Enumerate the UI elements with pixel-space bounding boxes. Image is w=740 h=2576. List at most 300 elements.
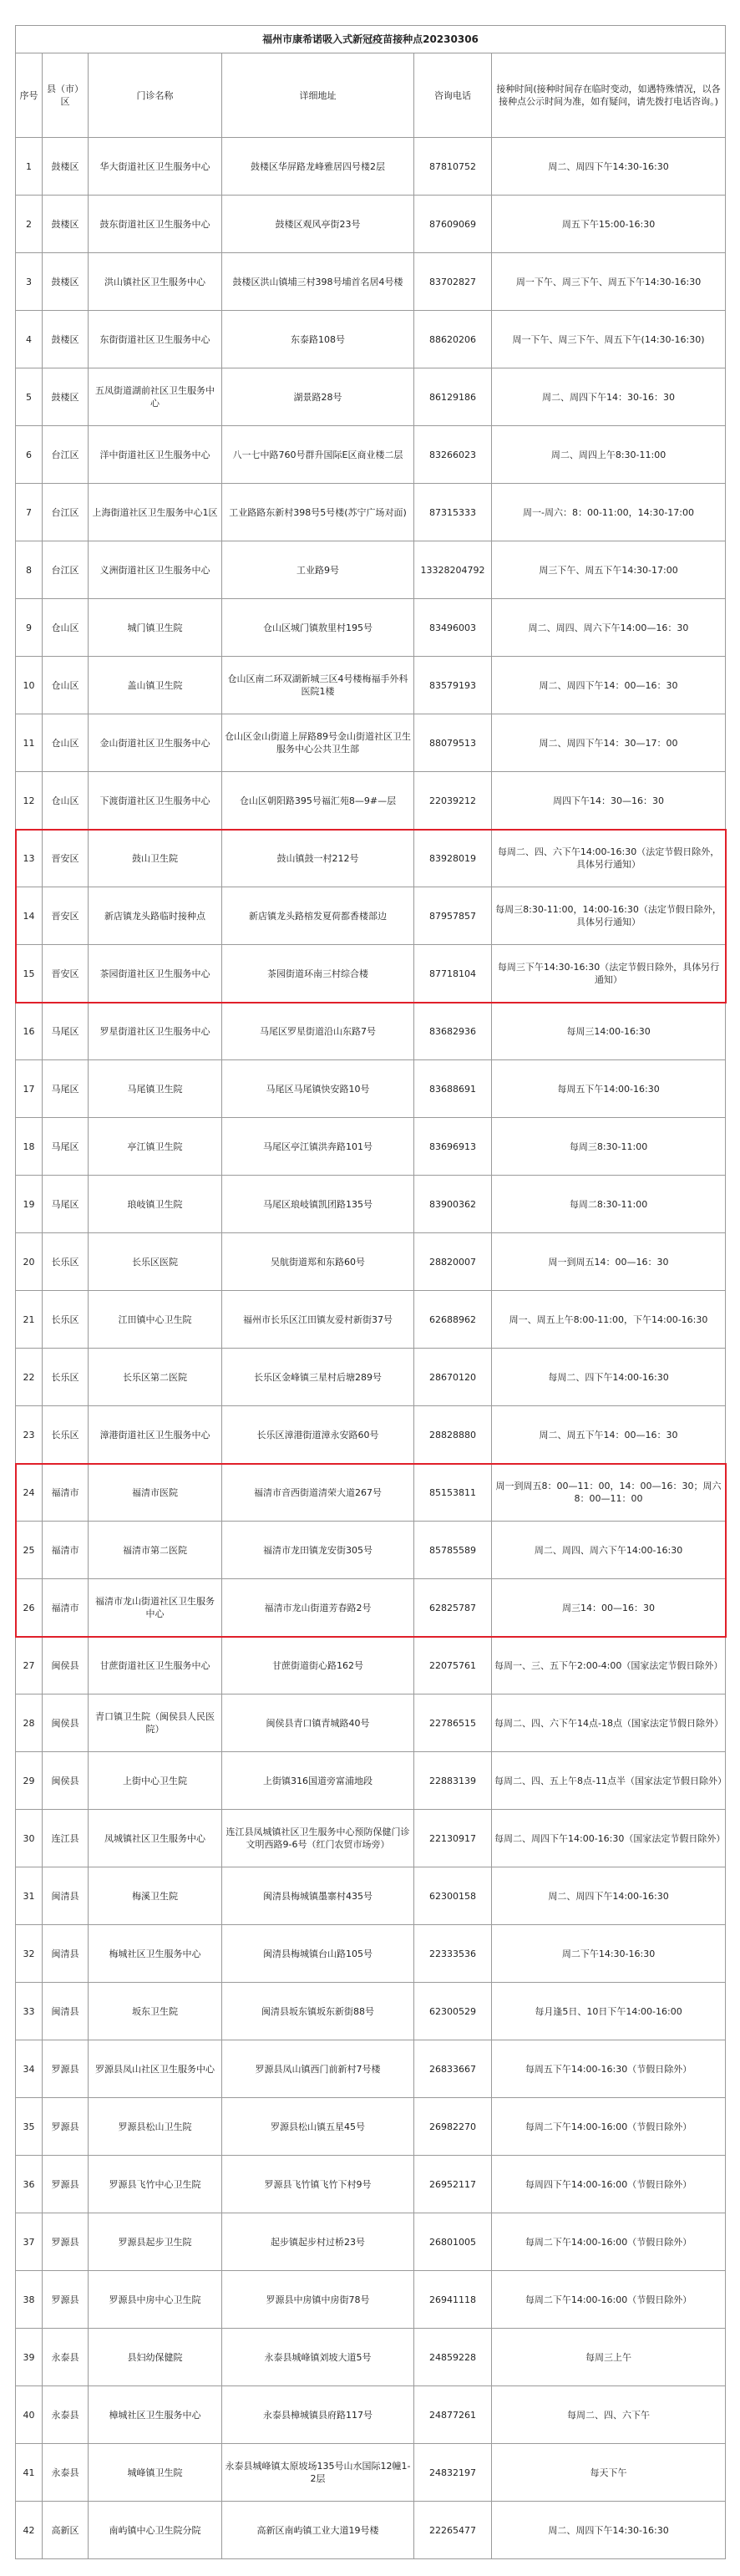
cell-seq: 34 bbox=[16, 2040, 43, 2098]
cell-clinic: 下渡街道社区卫生服务中心 bbox=[89, 772, 222, 830]
cell-time: 周一、周五上午8:00-11:00，下午14:00-16:30 bbox=[492, 1291, 726, 1349]
cell-clinic: 罗源县凤山社区卫生服务中心 bbox=[89, 2040, 222, 2098]
cell-clinic: 五凤街道湖前社区卫生服务中心 bbox=[89, 368, 222, 426]
cell-seq: 12 bbox=[16, 772, 43, 830]
table-row bbox=[16, 1925, 726, 1983]
cell-seq: 27 bbox=[16, 1637, 43, 1694]
cell-county: 永泰县 bbox=[43, 2386, 89, 2444]
table-row bbox=[16, 1579, 726, 1637]
cell-clinic: 洪山镇社区卫生服务中心 bbox=[89, 253, 222, 311]
table-title: 福州市康希诺吸入式新冠疫苗接种点20230306 bbox=[16, 26, 726, 53]
cell-county: 晋安区 bbox=[43, 887, 89, 945]
cell-address: 福州市长乐区江田镇友爱村新街37号 bbox=[222, 1291, 414, 1349]
cell-address: 长乐区金峰镇三星村后塘289号 bbox=[222, 1349, 414, 1406]
table-row bbox=[16, 657, 726, 714]
cell-address: 鼓楼区华屏路龙峰雅居四号楼2层 bbox=[222, 138, 414, 196]
cell-time: 周一到周五14：00—16：30 bbox=[492, 1233, 726, 1291]
cell-address: 闽清县坂东镇坂东新街88号 bbox=[222, 1983, 414, 2040]
table-row bbox=[16, 1406, 726, 1464]
cell-address: 高新区南屿镇工业大道19号楼 bbox=[222, 2502, 414, 2559]
cell-county: 晋安区 bbox=[43, 830, 89, 887]
cell-time: 周二、周四下午14：30-16：30 bbox=[492, 368, 726, 426]
cell-seq: 19 bbox=[16, 1176, 43, 1233]
cell-clinic: 梅城社区卫生服务中心 bbox=[89, 1925, 222, 1983]
cell-county: 罗源县 bbox=[43, 2040, 89, 2098]
header-clinic: 门诊名称 bbox=[89, 53, 222, 138]
cell-time: 周二、周四上午8:30-11:00 bbox=[492, 426, 726, 484]
cell-phone: 24877261 bbox=[414, 2386, 492, 2444]
cell-seq: 10 bbox=[16, 657, 43, 714]
cell-county: 罗源县 bbox=[43, 2271, 89, 2329]
cell-address: 罗源县中房镇中房街78号 bbox=[222, 2271, 414, 2329]
cell-phone: 13328204792 bbox=[414, 541, 492, 599]
cell-time: 每周五下午14:00-16:30（节假日除外） bbox=[492, 2040, 726, 2098]
cell-address: 新店镇龙头路榕发夏荷都香楼部边 bbox=[222, 887, 414, 945]
cell-seq: 9 bbox=[16, 599, 43, 657]
cell-time: 每月逢5日、10日下午14:00-16:00 bbox=[492, 1983, 726, 2040]
cell-county: 仓山区 bbox=[43, 714, 89, 772]
cell-address: 仓山区城门镇敖里村195号 bbox=[222, 599, 414, 657]
cell-clinic: 茶园街道社区卫生服务中心 bbox=[89, 945, 222, 1003]
table-row bbox=[16, 1464, 726, 1522]
cell-address: 永泰县城峰镇刘坡大道5号 bbox=[222, 2329, 414, 2386]
cell-county: 长乐区 bbox=[43, 1349, 89, 1406]
cell-clinic: 上街中心卫生院 bbox=[89, 1752, 222, 1810]
cell-seq: 37 bbox=[16, 2213, 43, 2271]
table-row bbox=[16, 1522, 726, 1579]
table-row bbox=[16, 2098, 726, 2156]
cell-county: 台江区 bbox=[43, 484, 89, 541]
cell-phone: 24859228 bbox=[414, 2329, 492, 2386]
cell-phone: 88079513 bbox=[414, 714, 492, 772]
cell-seq: 18 bbox=[16, 1118, 43, 1176]
cell-address: 马尾区亭江镇洪奔路101号 bbox=[222, 1118, 414, 1176]
cell-phone: 62825787 bbox=[414, 1579, 492, 1637]
cell-clinic: 樟城社区卫生服务中心 bbox=[89, 2386, 222, 2444]
cell-county: 鼓楼区 bbox=[43, 311, 89, 368]
cell-address: 连江县凤城镇社区卫生服务中心预防保健门诊文明西路9-6号（红门农贸市场旁） bbox=[222, 1810, 414, 1867]
cell-address: 永泰县城峰镇太原坡场135号山水国际12幢1-2层 bbox=[222, 2444, 414, 2502]
cell-phone: 87315333 bbox=[414, 484, 492, 541]
cell-address: 马尾区罗星街道沿山东路7号 bbox=[222, 1003, 414, 1060]
cell-phone: 28820007 bbox=[414, 1233, 492, 1291]
cell-time: 周二、周四下午14:30-16:30 bbox=[492, 138, 726, 196]
table-row bbox=[16, 311, 726, 368]
cell-time: 每天下午 bbox=[492, 2444, 726, 2502]
cell-clinic: 盖山镇卫生院 bbox=[89, 657, 222, 714]
vaccination-sites-sheet bbox=[15, 25, 725, 2559]
cell-time: 每周四下午14:00-16:00（节假日除外） bbox=[492, 2156, 726, 2213]
cell-time: 周二、周四、周六下午14:00—16：30 bbox=[492, 599, 726, 657]
cell-address: 工业路路东新村398号5号楼(苏宁广场对面) bbox=[222, 484, 414, 541]
cell-time: 每周三上午 bbox=[492, 2329, 726, 2386]
cell-clinic: 福清市第二医院 bbox=[89, 1522, 222, 1579]
cell-seq: 42 bbox=[16, 2502, 43, 2559]
cell-clinic: 城峰镇卫生院 bbox=[89, 2444, 222, 2502]
table-row bbox=[16, 1752, 726, 1810]
cell-seq: 30 bbox=[16, 1810, 43, 1867]
header-county: 县（市）区 bbox=[43, 53, 89, 138]
cell-phone: 22075761 bbox=[414, 1637, 492, 1694]
cell-phone: 83266023 bbox=[414, 426, 492, 484]
cell-county: 鼓楼区 bbox=[43, 196, 89, 253]
cell-phone: 83928019 bbox=[414, 830, 492, 887]
cell-clinic: 甘蔗街道社区卫生服务中心 bbox=[89, 1637, 222, 1694]
cell-time: 每周二8:30-11:00 bbox=[492, 1176, 726, 1233]
cell-county: 马尾区 bbox=[43, 1176, 89, 1233]
cell-clinic: 琅岐镇卫生院 bbox=[89, 1176, 222, 1233]
cell-address: 仓山区南二环双湖新城三区4号楼梅福手外科医院1楼 bbox=[222, 657, 414, 714]
table-row bbox=[16, 772, 726, 830]
table-row bbox=[16, 1810, 726, 1867]
cell-time: 每周二下午14:00-16:00（节假日除外） bbox=[492, 2098, 726, 2156]
cell-time: 周二、周四下午14:30-16:30 bbox=[492, 2502, 726, 2559]
table-row bbox=[16, 887, 726, 945]
cell-county: 马尾区 bbox=[43, 1003, 89, 1060]
cell-time: 周二、周四下午14：30—17：00 bbox=[492, 714, 726, 772]
cell-clinic: 马尾镇卫生院 bbox=[89, 1060, 222, 1118]
cell-phone: 22130917 bbox=[414, 1810, 492, 1867]
table-row bbox=[16, 484, 726, 541]
cell-time: 每周二、四、六下午 bbox=[492, 2386, 726, 2444]
cell-county: 闽清县 bbox=[43, 1983, 89, 2040]
cell-phone: 26833667 bbox=[414, 2040, 492, 2098]
cell-seq: 38 bbox=[16, 2271, 43, 2329]
cell-county: 台江区 bbox=[43, 426, 89, 484]
cell-seq: 3 bbox=[16, 253, 43, 311]
cell-clinic: 福清市医院 bbox=[89, 1464, 222, 1522]
cell-phone: 88620206 bbox=[414, 311, 492, 368]
cell-phone: 28670120 bbox=[414, 1349, 492, 1406]
cell-clinic: 凤城镇社区卫生服务中心 bbox=[89, 1810, 222, 1867]
cell-clinic: 洋中街道社区卫生服务中心 bbox=[89, 426, 222, 484]
cell-phone: 85785589 bbox=[414, 1522, 492, 1579]
cell-phone: 26982270 bbox=[414, 2098, 492, 2156]
table-row bbox=[16, 2386, 726, 2444]
cell-seq: 6 bbox=[16, 426, 43, 484]
cell-clinic: 青口镇卫生院（闽侯县人民医院） bbox=[89, 1694, 222, 1752]
table-row bbox=[16, 196, 726, 253]
table-row bbox=[16, 1118, 726, 1176]
cell-address: 鼓山镇鼓一村212号 bbox=[222, 830, 414, 887]
cell-seq: 17 bbox=[16, 1060, 43, 1118]
cell-county: 永泰县 bbox=[43, 2329, 89, 2386]
table-row bbox=[16, 138, 726, 196]
cell-seq: 14 bbox=[16, 887, 43, 945]
cell-clinic: 鼓东街道社区卫生服务中心 bbox=[89, 196, 222, 253]
cell-phone: 83900362 bbox=[414, 1176, 492, 1233]
table-row bbox=[16, 426, 726, 484]
cell-clinic: 福清市龙山街道社区卫生服务中心 bbox=[89, 1579, 222, 1637]
cell-clinic: 东街街道社区卫生服务中心 bbox=[89, 311, 222, 368]
table-row bbox=[16, 599, 726, 657]
cell-county: 永泰县 bbox=[43, 2444, 89, 2502]
cell-phone: 22883139 bbox=[414, 1752, 492, 1810]
cell-time: 周三14：00—16：30 bbox=[492, 1579, 726, 1637]
cell-seq: 32 bbox=[16, 1925, 43, 1983]
cell-county: 闽清县 bbox=[43, 1867, 89, 1925]
table-row bbox=[16, 253, 726, 311]
cell-phone: 62300529 bbox=[414, 1983, 492, 2040]
cell-time: 周一-周六：8：00-11:00，14:30-17:00 bbox=[492, 484, 726, 541]
table-row bbox=[16, 2444, 726, 2502]
cell-phone: 85153811 bbox=[414, 1464, 492, 1522]
cell-address: 鼓楼区洪山镇埔三村398号埔首名居4号楼 bbox=[222, 253, 414, 311]
cell-time: 周三下午、周五下午14:30-17:00 bbox=[492, 541, 726, 599]
cell-phone: 62688962 bbox=[414, 1291, 492, 1349]
cell-clinic: 罗源县中房中心卫生院 bbox=[89, 2271, 222, 2329]
cell-seq: 39 bbox=[16, 2329, 43, 2386]
cell-county: 马尾区 bbox=[43, 1060, 89, 1118]
cell-county: 鼓楼区 bbox=[43, 253, 89, 311]
cell-time: 周一下午、周三下午、周五下午14:30-16:30 bbox=[492, 253, 726, 311]
cell-clinic: 罗星街道社区卫生服务中心 bbox=[89, 1003, 222, 1060]
cell-time: 每周二下午14:00-16:00（节假日除外） bbox=[492, 2213, 726, 2271]
cell-county: 福清市 bbox=[43, 1522, 89, 1579]
cell-county: 台江区 bbox=[43, 541, 89, 599]
table-row bbox=[16, 1233, 726, 1291]
cell-time: 周五下午15:00-16:30 bbox=[492, 196, 726, 253]
cell-time: 周二、周四下午14：00—16：30 bbox=[492, 657, 726, 714]
cell-address: 鼓楼区观风亭街23号 bbox=[222, 196, 414, 253]
cell-seq: 11 bbox=[16, 714, 43, 772]
cell-county: 罗源县 bbox=[43, 2156, 89, 2213]
cell-address: 仓山区金山街道上屏路89号金山街道社区卫生服务中心公共卫生部 bbox=[222, 714, 414, 772]
cell-clinic: 罗源县松山卫生院 bbox=[89, 2098, 222, 2156]
header-address: 详细地址 bbox=[222, 53, 414, 138]
cell-clinic: 亭江镇卫生院 bbox=[89, 1118, 222, 1176]
cell-phone: 83702827 bbox=[414, 253, 492, 311]
cell-county: 仓山区 bbox=[43, 599, 89, 657]
cell-clinic: 江田镇中心卫生院 bbox=[89, 1291, 222, 1349]
cell-time: 周二、周四、周六下午14:00-16:30 bbox=[492, 1522, 726, 1579]
cell-address: 福清市音西街道清荣大道267号 bbox=[222, 1464, 414, 1522]
cell-seq: 5 bbox=[16, 368, 43, 426]
table-row bbox=[16, 2329, 726, 2386]
table-row bbox=[16, 1176, 726, 1233]
cell-time: 周一到周五8：00—11：00，14：00—16：30；周六8：00—11：00 bbox=[492, 1464, 726, 1522]
cell-phone: 83688691 bbox=[414, 1060, 492, 1118]
cell-address: 甘蔗街道街心路162号 bbox=[222, 1637, 414, 1694]
table-row bbox=[16, 1349, 726, 1406]
cell-clinic: 坂东卫生院 bbox=[89, 1983, 222, 2040]
table-row bbox=[16, 1003, 726, 1060]
table-row bbox=[16, 714, 726, 772]
cell-seq: 4 bbox=[16, 311, 43, 368]
cell-county: 罗源县 bbox=[43, 2213, 89, 2271]
cell-time: 每周二、四下午14:00-16:30 bbox=[492, 1349, 726, 1406]
cell-seq: 41 bbox=[16, 2444, 43, 2502]
cell-address: 闽侯县青口镇青城路40号 bbox=[222, 1694, 414, 1752]
cell-clinic: 罗源县起步卫生院 bbox=[89, 2213, 222, 2271]
cell-seq: 40 bbox=[16, 2386, 43, 2444]
cell-seq: 33 bbox=[16, 1983, 43, 2040]
cell-seq: 26 bbox=[16, 1579, 43, 1637]
cell-time: 每周三下午14:30-16:30（法定节假日除外，具体另行通知） bbox=[492, 945, 726, 1003]
cell-county: 仓山区 bbox=[43, 657, 89, 714]
cell-address: 马尾区琅岐镇凯团路135号 bbox=[222, 1176, 414, 1233]
cell-seq: 35 bbox=[16, 2098, 43, 2156]
cell-address: 工业路9号 bbox=[222, 541, 414, 599]
cell-address: 福清市龙田镇龙安街305号 bbox=[222, 1522, 414, 1579]
cell-clinic: 城门镇卫生院 bbox=[89, 599, 222, 657]
table-row bbox=[16, 368, 726, 426]
cell-phone: 87718104 bbox=[414, 945, 492, 1003]
table-row bbox=[16, 2213, 726, 2271]
cell-seq: 1 bbox=[16, 138, 43, 196]
table-row bbox=[16, 1637, 726, 1694]
cell-county: 鼓楼区 bbox=[43, 138, 89, 196]
cell-phone: 87609069 bbox=[414, 196, 492, 253]
cell-time: 每周二、四、六下午14:00-16:30（法定节假日除外，具体另行通知） bbox=[492, 830, 726, 887]
cell-time: 周四下午14：30—16：30 bbox=[492, 772, 726, 830]
cell-phone: 24832197 bbox=[414, 2444, 492, 2502]
cell-time: 每周三14:00-16:30 bbox=[492, 1003, 726, 1060]
cell-address: 湖景路28号 bbox=[222, 368, 414, 426]
cell-address: 永泰县樟城镇县府路117号 bbox=[222, 2386, 414, 2444]
cell-clinic: 金山街道社区卫生服务中心 bbox=[89, 714, 222, 772]
cell-time: 每周五下午14:00-16:30 bbox=[492, 1060, 726, 1118]
cell-phone: 22786515 bbox=[414, 1694, 492, 1752]
cell-clinic: 华大街道社区卫生服务中心 bbox=[89, 138, 222, 196]
cell-county: 长乐区 bbox=[43, 1291, 89, 1349]
cell-address: 起步镇起步村过桥23号 bbox=[222, 2213, 414, 2271]
cell-phone: 86129186 bbox=[414, 368, 492, 426]
cell-time: 每周二、四、五上午8点-11点半（国家法定节假日除外） bbox=[492, 1752, 726, 1810]
cell-clinic: 长乐区第二医院 bbox=[89, 1349, 222, 1406]
cell-seq: 25 bbox=[16, 1522, 43, 1579]
cell-address: 罗源县凤山镇西门前新村7号楼 bbox=[222, 2040, 414, 2098]
table-row bbox=[16, 1291, 726, 1349]
cell-seq: 7 bbox=[16, 484, 43, 541]
cell-seq: 23 bbox=[16, 1406, 43, 1464]
cell-county: 长乐区 bbox=[43, 1233, 89, 1291]
cell-clinic: 罗源县飞竹中心卫生院 bbox=[89, 2156, 222, 2213]
cell-phone: 26941118 bbox=[414, 2271, 492, 2329]
cell-clinic: 南屿镇中心卫生院分院 bbox=[89, 2502, 222, 2559]
cell-time: 周二下午14:30-16:30 bbox=[492, 1925, 726, 1983]
cell-time: 每周一、三、五下午2:00-4:00（国家法定节假日除外） bbox=[492, 1637, 726, 1694]
cell-seq: 22 bbox=[16, 1349, 43, 1406]
cell-phone: 87957857 bbox=[414, 887, 492, 945]
cell-phone: 83696913 bbox=[414, 1118, 492, 1176]
cell-county: 闽侯县 bbox=[43, 1752, 89, 1810]
cell-address: 上街镇316国道旁富浦地段 bbox=[222, 1752, 414, 1810]
cell-address: 闽清县梅城镇墨寨村435号 bbox=[222, 1867, 414, 1925]
cell-county: 仓山区 bbox=[43, 772, 89, 830]
cell-clinic: 义洲街道社区卫生服务中心 bbox=[89, 541, 222, 599]
table-row bbox=[16, 2156, 726, 2213]
header-time: 接种时间(接种时间存在临时变动，如遇特殊情况，以各接种点公示时间为准，如有疑问，请先拨打电话咨询。) bbox=[492, 53, 726, 138]
cell-address: 吴航街道郑和东路60号 bbox=[222, 1233, 414, 1291]
table-row bbox=[16, 945, 726, 1003]
cell-seq: 24 bbox=[16, 1464, 43, 1522]
cell-clinic: 鼓山卫生院 bbox=[89, 830, 222, 887]
cell-clinic: 长乐区医院 bbox=[89, 1233, 222, 1291]
cell-county: 福清市 bbox=[43, 1579, 89, 1637]
cell-seq: 21 bbox=[16, 1291, 43, 1349]
cell-seq: 28 bbox=[16, 1694, 43, 1752]
table-row bbox=[16, 1983, 726, 2040]
table-row bbox=[16, 1867, 726, 1925]
cell-seq: 13 bbox=[16, 830, 43, 887]
cell-phone: 28828880 bbox=[414, 1406, 492, 1464]
cell-address: 八一七中路760号群升国际E区商业楼二层 bbox=[222, 426, 414, 484]
cell-clinic: 县妇幼保健院 bbox=[89, 2329, 222, 2386]
table-row bbox=[16, 2040, 726, 2098]
cell-county: 福清市 bbox=[43, 1464, 89, 1522]
cell-county: 闽侯县 bbox=[43, 1637, 89, 1694]
cell-clinic: 新店镇龙头路临时接种点 bbox=[89, 887, 222, 945]
cell-phone: 22039212 bbox=[414, 772, 492, 830]
cell-time: 周二、周五下午14：00—16：30 bbox=[492, 1406, 726, 1464]
cell-county: 马尾区 bbox=[43, 1118, 89, 1176]
cell-address: 马尾区马尾镇快安路10号 bbox=[222, 1060, 414, 1118]
cell-time: 每周三8:30-11:00，14:00-16:30（法定节假日除外，具体另行通知） bbox=[492, 887, 726, 945]
cell-clinic: 上海街道社区卫生服务中心1区 bbox=[89, 484, 222, 541]
cell-clinic: 漳港街道社区卫生服务中心 bbox=[89, 1406, 222, 1464]
cell-seq: 2 bbox=[16, 196, 43, 253]
cell-seq: 8 bbox=[16, 541, 43, 599]
table-row bbox=[16, 2271, 726, 2329]
vaccination-sites-table bbox=[15, 25, 726, 2559]
cell-address: 茶园街道环南三村综合楼 bbox=[222, 945, 414, 1003]
cell-county: 长乐区 bbox=[43, 1406, 89, 1464]
cell-time: 每周三8:30-11:00 bbox=[492, 1118, 726, 1176]
header-phone: 咨询电话 bbox=[414, 53, 492, 138]
table-row bbox=[16, 1060, 726, 1118]
cell-seq: 31 bbox=[16, 1867, 43, 1925]
cell-seq: 29 bbox=[16, 1752, 43, 1810]
cell-county: 闽侯县 bbox=[43, 1694, 89, 1752]
cell-seq: 20 bbox=[16, 1233, 43, 1291]
cell-clinic: 梅溪卫生院 bbox=[89, 1867, 222, 1925]
header-seq: 序号 bbox=[16, 53, 43, 138]
cell-address: 罗源县飞竹镇飞竹下村9号 bbox=[222, 2156, 414, 2213]
cell-phone: 62300158 bbox=[414, 1867, 492, 1925]
cell-address: 福清市龙山街道芳春路2号 bbox=[222, 1579, 414, 1637]
cell-phone: 22265477 bbox=[414, 2502, 492, 2559]
cell-county: 罗源县 bbox=[43, 2098, 89, 2156]
cell-phone: 83496003 bbox=[414, 599, 492, 657]
table-row bbox=[16, 830, 726, 887]
table-row bbox=[16, 1694, 726, 1752]
cell-time: 每周二下午14:00-16:00（节假日除外） bbox=[492, 2271, 726, 2329]
cell-time: 周二、周四下午14:00-16:30 bbox=[492, 1867, 726, 1925]
cell-county: 晋安区 bbox=[43, 945, 89, 1003]
cell-phone: 83682936 bbox=[414, 1003, 492, 1060]
cell-address: 长乐区漳港街道漳永安路60号 bbox=[222, 1406, 414, 1464]
cell-address: 仓山区朝阳路395号福汇苑8—9#—层 bbox=[222, 772, 414, 830]
cell-county: 高新区 bbox=[43, 2502, 89, 2559]
cell-time: 每周二、四、六下午14点-18点（国家法定节假日除外） bbox=[492, 1694, 726, 1752]
cell-phone: 87810752 bbox=[414, 138, 492, 196]
table-row bbox=[16, 2502, 726, 2559]
cell-address: 罗源县松山镇五星45号 bbox=[222, 2098, 414, 2156]
cell-address: 闽清县梅城镇台山路105号 bbox=[222, 1925, 414, 1983]
cell-seq: 16 bbox=[16, 1003, 43, 1060]
cell-phone: 26801005 bbox=[414, 2213, 492, 2271]
cell-time: 每周二、周四下午14:00-16:30（国家法定节假日除外） bbox=[492, 1810, 726, 1867]
cell-phone: 22333536 bbox=[414, 1925, 492, 1983]
cell-seq: 15 bbox=[16, 945, 43, 1003]
cell-phone: 26952117 bbox=[414, 2156, 492, 2213]
cell-phone: 83579193 bbox=[414, 657, 492, 714]
cell-county: 鼓楼区 bbox=[43, 368, 89, 426]
cell-county: 连江县 bbox=[43, 1810, 89, 1867]
cell-address: 东泰路108号 bbox=[222, 311, 414, 368]
table-row bbox=[16, 541, 726, 599]
